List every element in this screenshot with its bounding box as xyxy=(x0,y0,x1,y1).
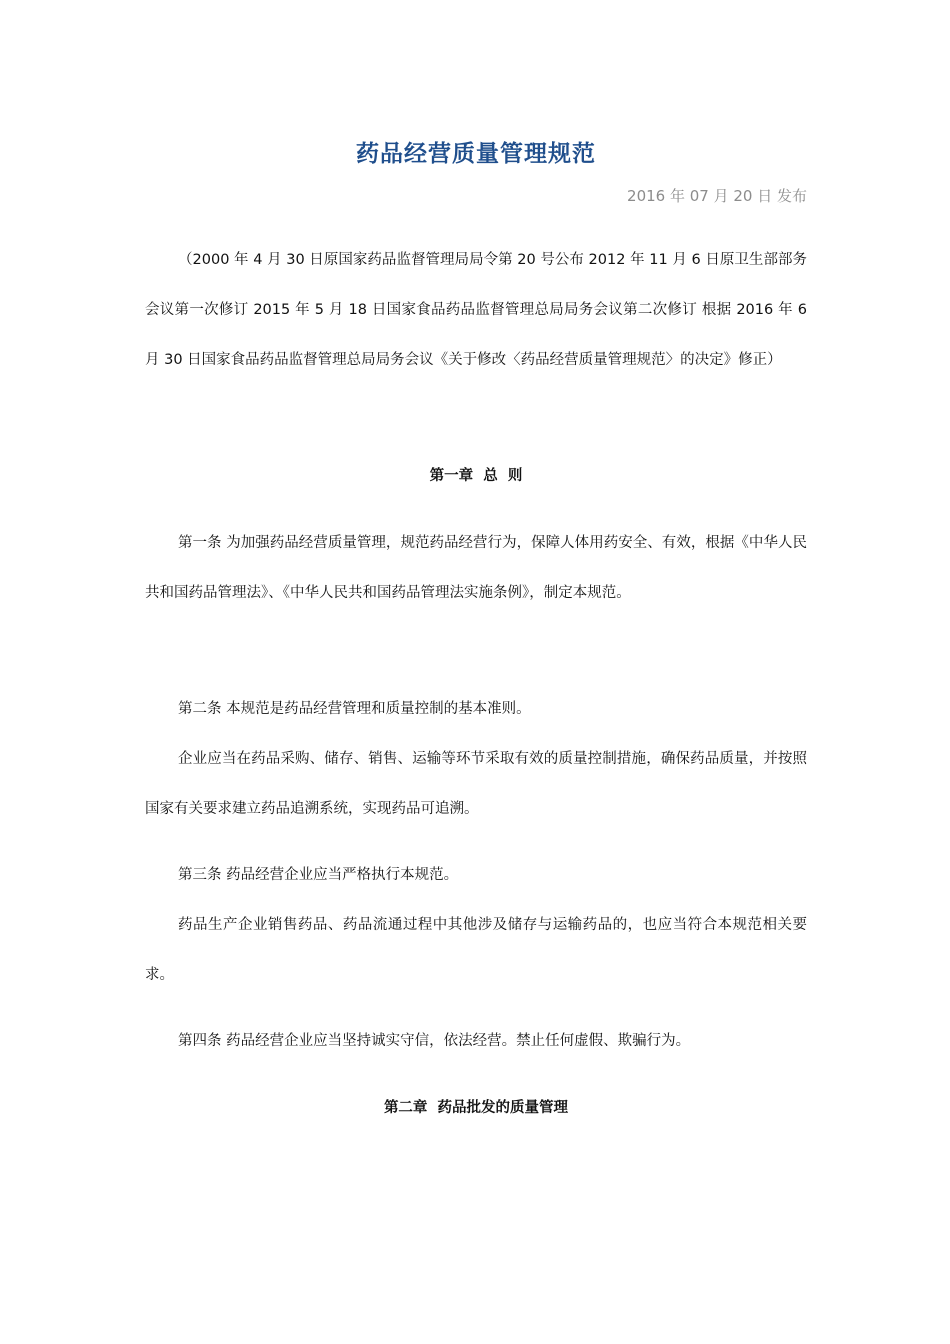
article-4-paragraph: 第四条 药品经营企业应当坚持诚实守信，依法经营。禁止任何虚假、欺骗行为。 xyxy=(178,1033,691,1049)
article-3-paragraph: 第三条 药品经营企业应当严格执行本规范。 xyxy=(178,867,459,883)
article-3-continuation: 药品生产企业销售药品、药品流通过程中其他涉及储存与运输药品的，也应当符合本规范相关要求。 xyxy=(145,917,807,983)
article-1-paragraph: 第一条 为加强药品经营质量管理，规范药品经营行为，保障人体用药安全、有效，根据《中华人民共和国药品管理法》、《中华人民共和国药品管理法实施条例》，制定本规范。 xyxy=(145,535,807,601)
article-2-paragraph: 第二条 本规范是药品经营管理和质量控制的基本准则。 xyxy=(178,701,531,717)
chapter-1-heading: 第一章 总 则 xyxy=(429,468,523,484)
article-2-continuation: 企业应当在药品采购、储存、销售、运输等环节采取有效的质量控制措施，确保药品质量，并按照国家有关要求建立药品追溯系统，实现药品可追溯。 xyxy=(145,751,807,817)
chapter-2-heading: 第二章 药品批发的质量管理 xyxy=(383,1100,569,1116)
document-title: 药品经营质量管理规范 xyxy=(356,141,596,167)
publish-date: 2016 年 07 月 20 日 发布 xyxy=(627,187,807,205)
preamble-paragraph: （2000 年 4 月 30 日原国家药品监督管理局局令第 20 号公布 2012 年 11 月 6 日原卫生部部务会议第一次修订 2015 年 5 月 18 日国家食品药品监督管理总局局务会议第二次修订 根据 2016 年 6 月 30 日国家食品药品监督管理总局局务会议《关于修改〈药品经营质量管理规范〉的决定》修正） xyxy=(145,252,807,368)
